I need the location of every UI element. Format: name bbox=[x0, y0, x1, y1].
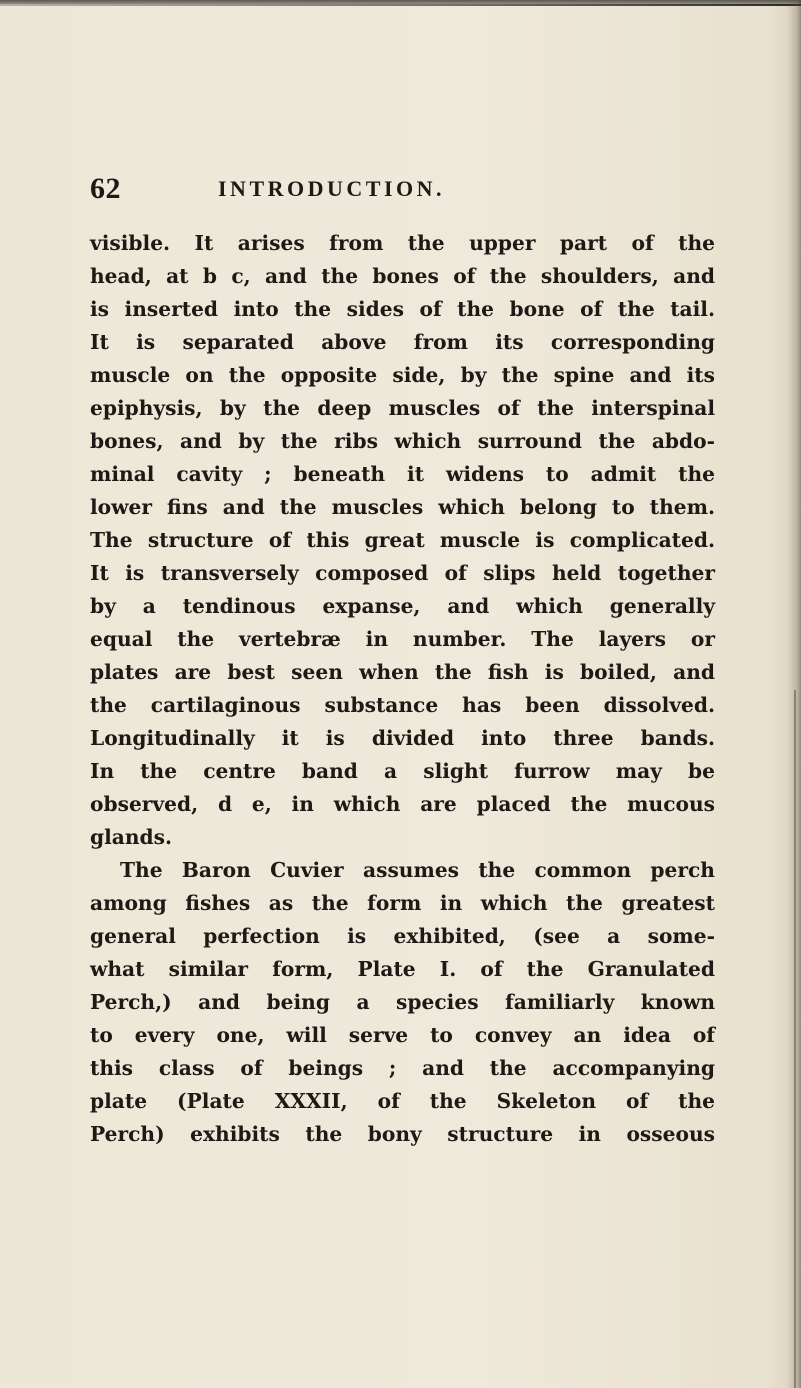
text-line: It is transversely composed of slips held together bbox=[90, 561, 715, 585]
text-line: among fishes as the form in which the greatest bbox=[90, 891, 715, 915]
text-line: The Baron Cuvier assumes the common perch bbox=[120, 858, 715, 882]
text-line: the cartilaginous substance has been dissolved. bbox=[90, 693, 715, 717]
text-line: In the centre band a slight furrow may be bbox=[90, 759, 715, 783]
running-head: INTRODUCTION. bbox=[218, 176, 446, 201]
text-line: Perch,) and being a species familiarly known bbox=[90, 990, 715, 1014]
text-line: epiphysis, by the deep muscles of the interspinal bbox=[90, 396, 715, 420]
text-line: general perfection is exhibited, (see a some- bbox=[90, 924, 715, 948]
text-line: this class of beings ; and the accompanying bbox=[90, 1056, 715, 1080]
text-line: The structure of this great muscle is complicated. bbox=[90, 528, 715, 552]
text-line: is inserted into the sides of the bone of the tail. bbox=[90, 297, 715, 321]
text-line: plate (Plate XXXII, of the Skeleton of the bbox=[90, 1089, 715, 1113]
text-line: visible. It arises from the upper part of the bbox=[90, 231, 715, 255]
page-edge-line bbox=[794, 690, 796, 1388]
text-line: bones, and by the ribs which surround the abdo- bbox=[90, 429, 715, 453]
text-line: to every one, will serve to convey an idea of bbox=[90, 1023, 715, 1047]
text-line: Perch) exhibits the bony structure in osseous bbox=[90, 1122, 715, 1146]
text-line: lower fins and the muscles which belong to them. bbox=[90, 495, 715, 519]
text-line: equal the vertebræ in number. The layers or bbox=[90, 627, 715, 651]
text-line: muscle on the opposite side, by the spine and its bbox=[90, 363, 715, 387]
text-line: minal cavity ; beneath it widens to admit the bbox=[90, 462, 715, 486]
text-line: by a tendinous expanse, and which generally bbox=[90, 594, 715, 618]
text-line: plates are best seen when the fish is boiled, and bbox=[90, 660, 715, 684]
text-line: glands. bbox=[90, 825, 173, 849]
text-line: observed, d e, in which are placed the mucous bbox=[90, 792, 715, 816]
body-text bbox=[90, 227, 715, 1151]
text-line: Longitudinally it is divided into three bands. bbox=[90, 726, 715, 750]
text-line: what similar form, Plate I. of the Granulated bbox=[90, 957, 715, 981]
text-line: It is separated above from its corresponding bbox=[90, 330, 715, 354]
page-number: 62 bbox=[90, 172, 121, 205]
top-edge-rule bbox=[0, 0, 801, 6]
page-header bbox=[90, 172, 730, 212]
text-line: head, at b c, and the bones of the shoulders, and bbox=[90, 264, 715, 288]
